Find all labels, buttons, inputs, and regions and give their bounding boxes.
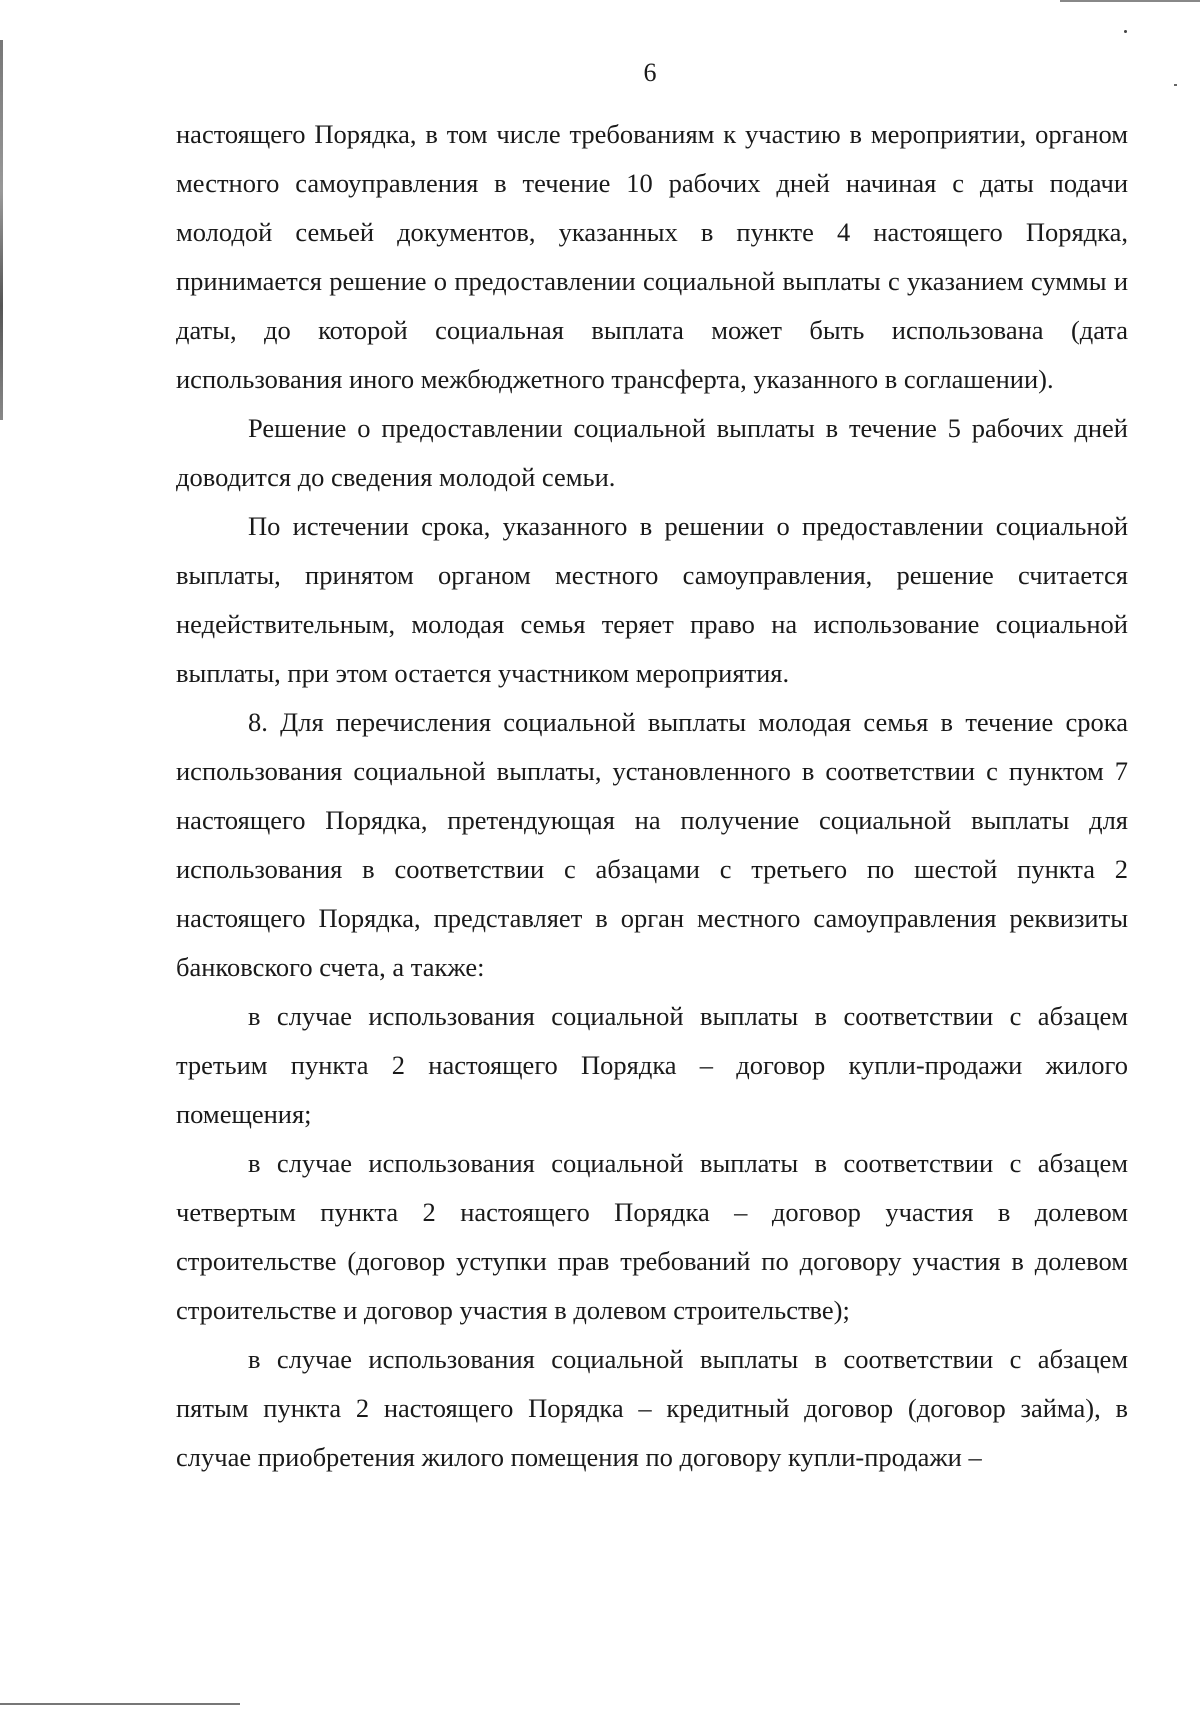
scan-bottom-artifact — [0, 1703, 240, 1705]
scan-top-artifact — [1060, 0, 1200, 2]
scan-speck — [1124, 30, 1127, 33]
paragraph-item-8: 8. Для перечисления социальной выплаты молодая семья в течение срока использования социальной выплаты, установленного в соответствии с пунктом 7 настоящего Порядка, претендующая на получение социальной выплаты для использования в соответствии с абзацами с третьего по шестой пункта 2 настоящего Порядка, представляет в орган местного самоуправления реквизиты банковского счета, а также: — [176, 707, 1128, 982]
scan-edge-artifact — [0, 40, 3, 420]
document-body — [176, 110, 1128, 1482]
paragraph-clause-fifth: в случае использования социальной выплаты в соответствии с абзацем пятым пункта 2 настоящего Порядка – кредитный договор (договор займа), в случае приобретения жилого помещения по договору купли-продажи – — [176, 1344, 1128, 1472]
page-number: 6 — [643, 58, 657, 87]
paragraph-clause-third: в случае использования социальной выплаты в соответствии с абзацем третьим пункта 2 настоящего Порядка – договор купли-продажи жилого помещения; — [176, 1001, 1128, 1129]
paragraph-continuation: настоящего Порядка, в том числе требованиям к участию в мероприятии, органом местного самоуправления в течение 10 рабочих дней начиная с даты подачи молодой семьей документов, указанных в пункте 4 настоящего Порядка, принимается решение о предоставлении социальной выплаты с указанием суммы и даты, до которой социальная выплата может быть использована (дата использования иного межбюджетного трансферта, указанного в соглашении). — [176, 119, 1128, 394]
paragraph-clause-fourth: в случае использования социальной выплаты в соответствии с абзацем четвертым пункта 2 настоящего Порядка – договор участия в долевом строительстве (договор уступки прав требований по договору участия в долевом строительстве и договор участия в долевом строительстве); — [176, 1148, 1128, 1325]
paragraph-decision-notice: Решение о предоставлении социальной выплаты в течение 5 рабочих дней доводится до сведения молодой семьи. — [176, 413, 1128, 492]
paragraph-expiry: По истечении срока, указанного в решении о предоставлении социальной выплаты, принятом органом местного самоуправления, решение считается недействительным, молодая семья теряет право на использование социальной выплаты, при этом остается участником мероприятия. — [176, 511, 1128, 688]
